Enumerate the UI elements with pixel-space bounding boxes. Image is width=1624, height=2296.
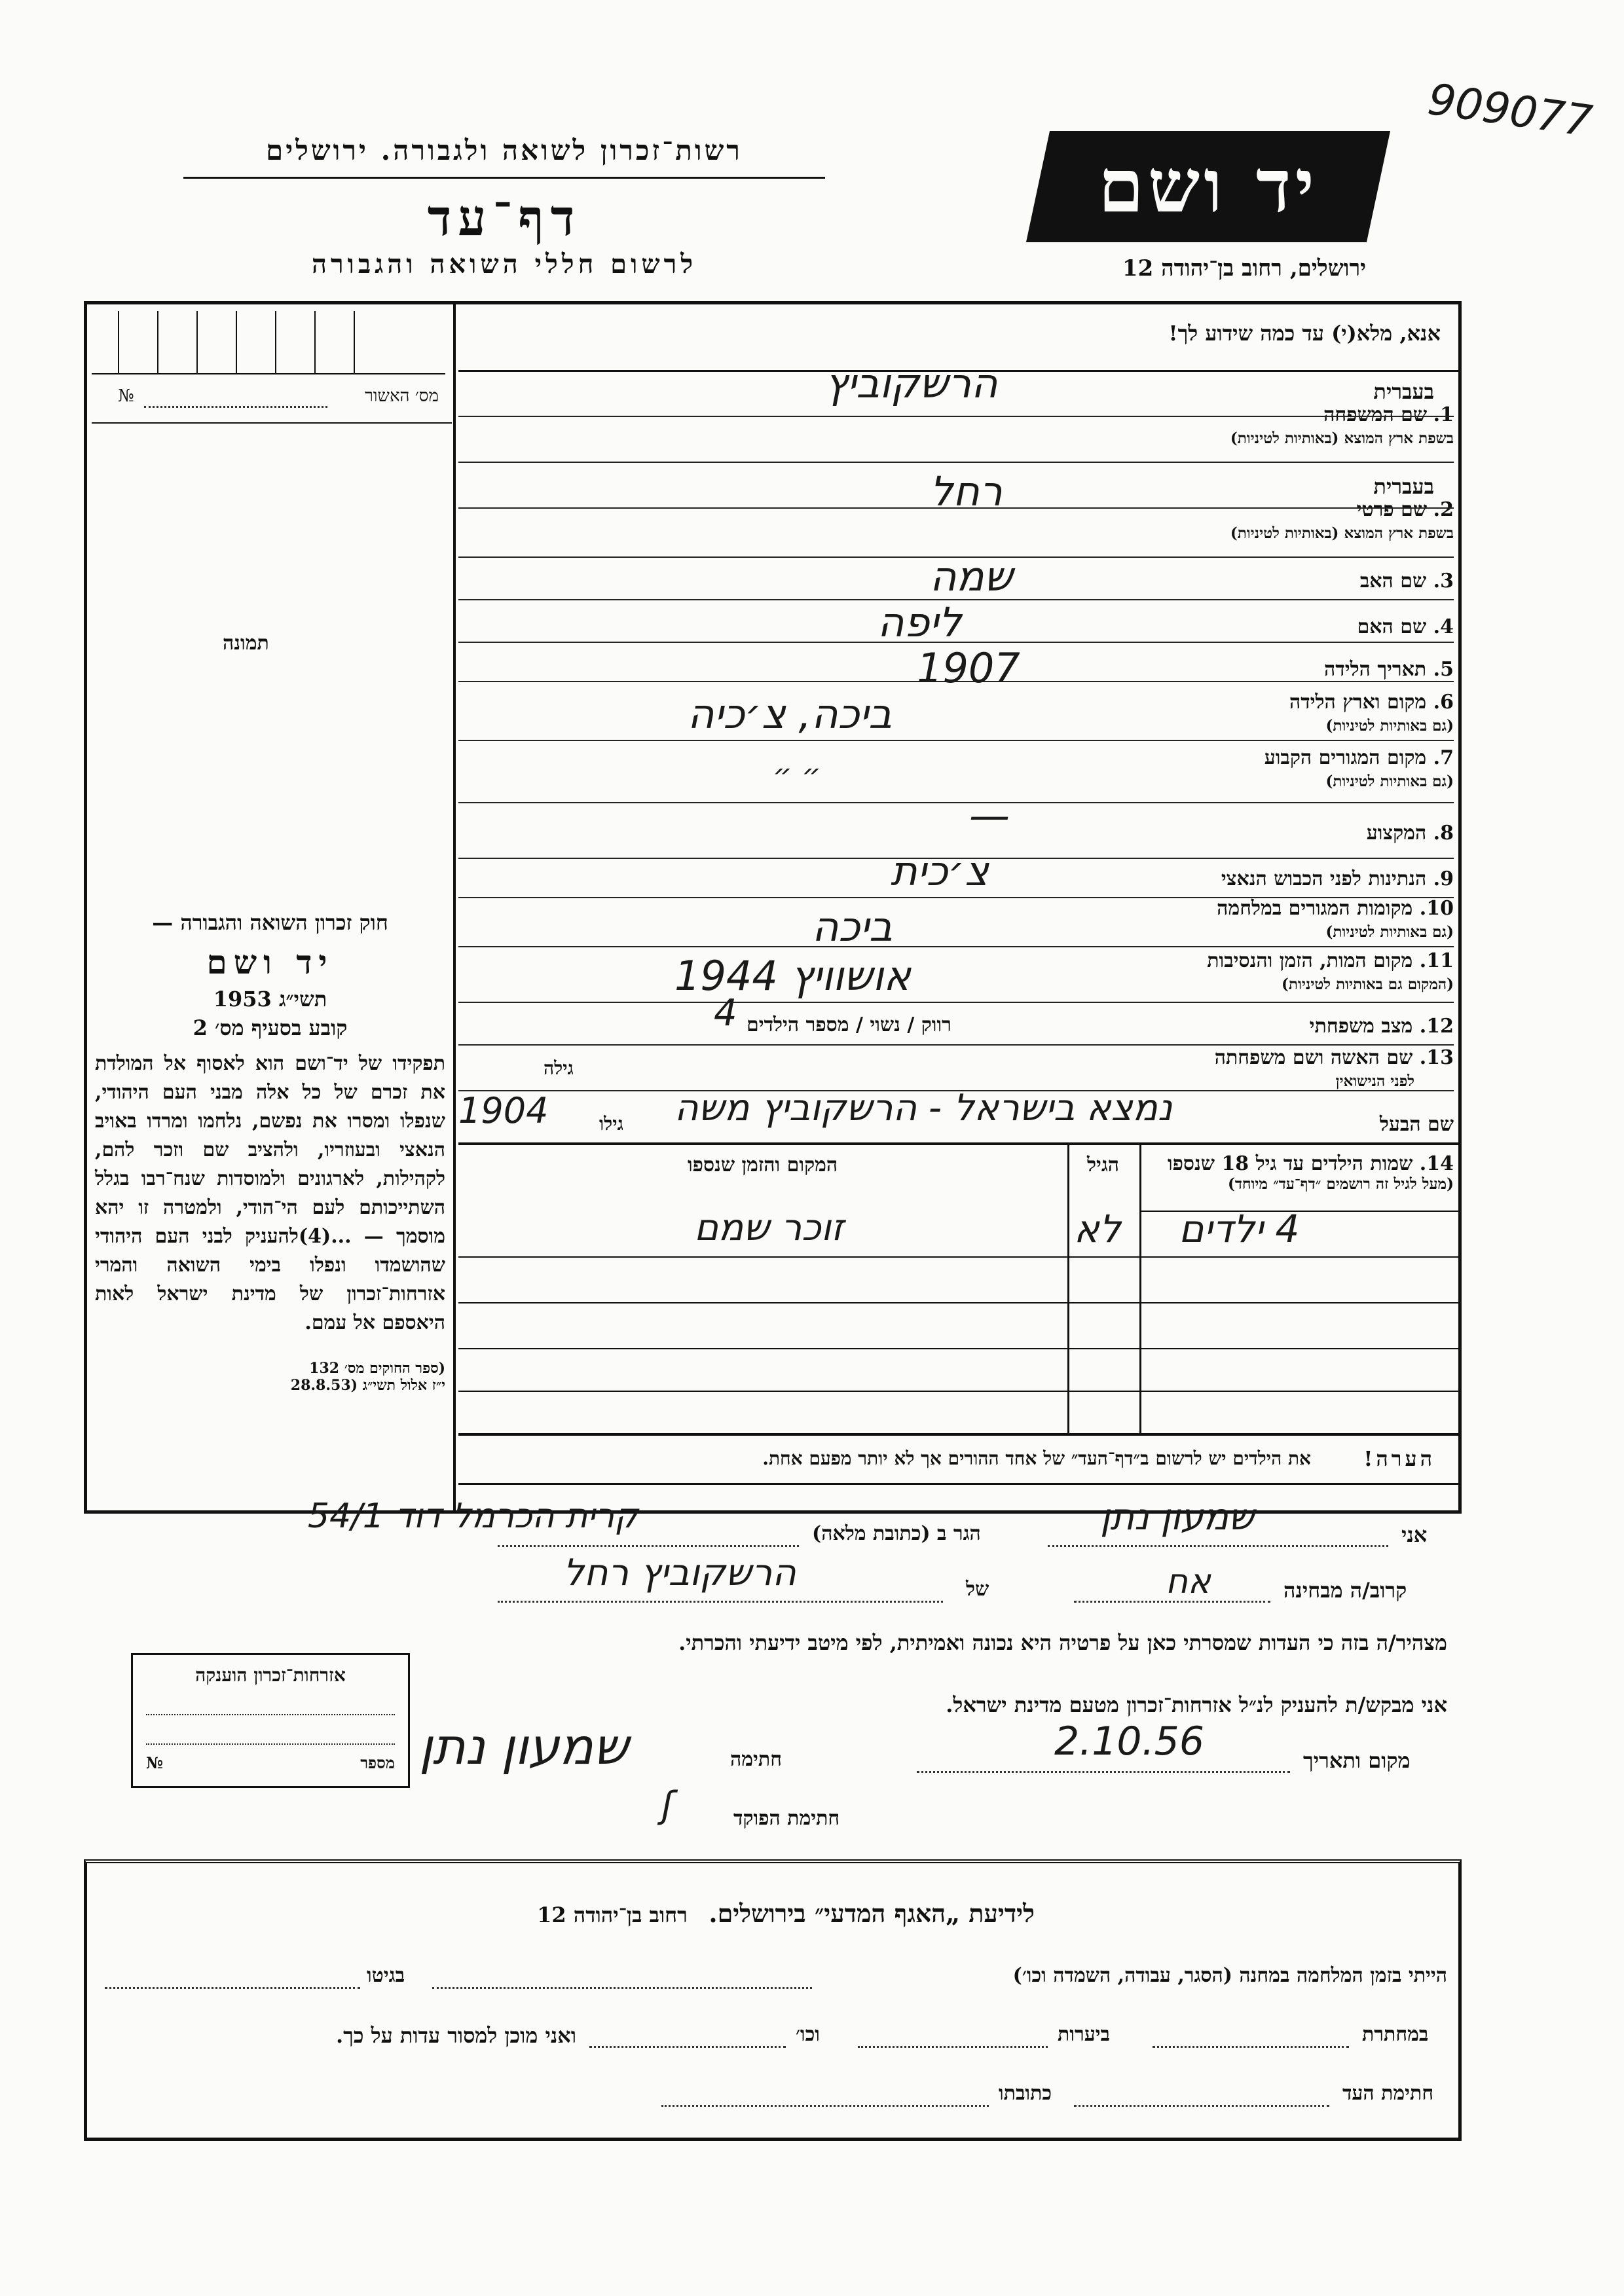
field-birth-date [1113, 658, 1454, 682]
field-citizenship [1113, 867, 1454, 891]
info-line3-fill1 [1074, 2105, 1329, 2107]
value-wartime-residence: ביכה [812, 903, 893, 951]
value-declarant-name: שמעון נתן [1100, 1496, 1255, 1539]
info-line3-fill2 [661, 2105, 989, 2107]
form-subtitle: לרשום חללי השואה והגבורה [311, 249, 697, 280]
field-12-num: 12. [1419, 1015, 1454, 1038]
form-title: דף־עד [427, 189, 581, 247]
field-2-sub: בשפת ארץ המוצא (באותיות לטיניות) [1230, 524, 1454, 542]
field-11-label: מקום המות, הזמן והנסיבות [1207, 949, 1413, 972]
field-wartime-residence [1113, 897, 1454, 944]
law-clause: קובע בסעיף מס׳ 2 [193, 1015, 348, 1040]
value-profession: — [969, 792, 1010, 839]
row-1b [458, 416, 1454, 463]
field-birth-place [1113, 691, 1454, 738]
value-residence: ״ ״ [773, 757, 821, 792]
field-5-label: תאריך הלידה [1324, 658, 1427, 681]
org-line: רשות־זכרון לשואה ולגבורה. ירושלים [266, 134, 743, 166]
field-12-label: מצב משפחתי [1309, 1015, 1413, 1038]
field-1-sub: בשפת ארץ המוצא (באותיות לטיניות) [1230, 429, 1454, 447]
declarant-name-line [1048, 1545, 1388, 1547]
officer-label: חתימת הפוקד [733, 1807, 840, 1830]
field-7-num: 7. [1433, 746, 1454, 769]
declarant-address-line [498, 1545, 799, 1547]
info-address: רחוב בן־יהודה 12 [537, 1903, 688, 1927]
value-first-name: רחל [930, 467, 1003, 515]
info-line2-fill2 [858, 2046, 1048, 2048]
law-body: תפקידו של יד־ושם הוא לאסוף אל המולדת את זכרם של כל אלה מבני העם היהודי, שנפלו ומסרו את נפשם, נלחמו ומרדו באויב הנאצי ובעוזריו, ולהציב שם וזכר להם, לקהילות, לארגונים ולמוסדות שנח־רבו בגלל השתייכותם לעם הי־הודי, ולמטרה זו יהא מוסמך — ...(4)להעניק לבני העם היהודי שהושמדו ונפלו בימי השואה והמרי אזרחות־זכרון של מדינת ישראל לאות היאספם אל עמם. [95, 1052, 445, 1334]
approval-rule [92, 422, 452, 424]
value-relation: אח [1166, 1562, 1211, 1601]
value-birth-date: 1907 [917, 644, 1020, 692]
info-line1-fill2 [105, 1987, 360, 1989]
signature-label: חתימה [730, 1748, 782, 1771]
value-signature: שמעון נתן [419, 1717, 629, 1776]
field-4-num: 4. [1433, 615, 1454, 638]
approval-number-label: מס׳ האשור [365, 386, 439, 406]
field-5-num: 5. [1433, 658, 1454, 681]
field-1-heb-label: בעברית [1373, 379, 1434, 404]
field-14-num: 14. [1419, 1152, 1454, 1175]
field-8-num: 8. [1433, 822, 1454, 845]
place-date-label: מקום ותאריך [1303, 1748, 1411, 1773]
field-6-num: 6. [1433, 691, 1454, 714]
law-source: (ספר החוקים מס׳ 132 [309, 1360, 445, 1377]
value-mother-name: ליפה [877, 598, 962, 646]
header-rule [183, 177, 825, 179]
field-mother-name [1113, 615, 1454, 639]
value-family-name: הרשקוביץ [825, 359, 998, 407]
note-text: את הילדים יש לרשום ב״דף־העד״ של אחד ההורים אך לא יותר מפעם אחת. [762, 1448, 1311, 1469]
law-source-date: י״ז אלול תשי״ג (28.8.53 [290, 1377, 445, 1394]
wife-age-label: גילה [544, 1057, 574, 1079]
value-of-name: הרשקוביץ רחל [563, 1552, 796, 1594]
info-line2-fill1 [1153, 2046, 1349, 2048]
header-address: ירושלים, רחוב בן־יהודה 12 [1122, 255, 1367, 282]
note-row [458, 1430, 1462, 1485]
memorial-title: אזרחות־זכרון הוענקה [195, 1664, 346, 1686]
field-marital-status [1113, 1015, 1454, 1038]
field-1-num: 1. [1433, 403, 1454, 426]
info-line2-b: ביערות [1058, 2023, 1111, 2046]
officer-mark: ʃ [661, 1784, 674, 1827]
info-line1-a: הייתי בזמן המלחמה במחנה (הסגר, עבודה, השמדה וכו׳) [1012, 1964, 1447, 1987]
info-line3-a: חתימת העד [1342, 2082, 1434, 2105]
law-title: חוק זכרון השואה והגבורה — [152, 910, 388, 935]
husband-label: שם הבעל [1379, 1113, 1454, 1136]
field-14-sub: (מעל לגיל זה רושמים ״דף־עד״ מיוחד) [1227, 1175, 1454, 1193]
info-line2-d: ואני מוכן למסור עדות על כך. [335, 2023, 576, 2048]
declarant-resides-label: הגר ב (כתובת מלאה) [812, 1522, 981, 1545]
approval-number-field [105, 386, 439, 412]
value-place-date: 2.10.56 [1054, 1719, 1205, 1764]
field-7-sub: (גם באותיות לטיניות) [1325, 773, 1454, 790]
field-father-name [1113, 570, 1454, 593]
field-10-sub: (גם באותיות לטיניות) [1325, 923, 1454, 941]
info-title [393, 1899, 1179, 1929]
field-4-label: שם האם [1357, 615, 1427, 638]
declarant-i-label: אני [1401, 1522, 1428, 1547]
value-children-names: 4 ילדים [1179, 1207, 1300, 1251]
value-father-name: שמה [930, 553, 1013, 600]
field-profession [1113, 822, 1454, 845]
field-3-num: 3. [1433, 570, 1454, 592]
value-death-place: אושוויץ 1944 [674, 952, 911, 1000]
field-6-label: מקום וארץ הלידה [1289, 691, 1427, 714]
field-14-label: שמות הילדים עד גיל 18 שנספו [1167, 1152, 1413, 1175]
memorial-citizenship-box [131, 1653, 410, 1788]
declaration-text: מצהיר/ה בזה כי העדות שמסרתי כאן על פרטיה היא נכונה ואמיתית, לפי מיטב ידיעתי והכרתי. [678, 1630, 1447, 1655]
field-2-num: 2. [1433, 498, 1454, 521]
value-declarant-address: קרית הכרמל דוד 54/1 [308, 1497, 639, 1536]
value-children-place: זוכר שמם [694, 1207, 844, 1249]
field-8-label: המקצוע [1366, 822, 1427, 845]
field-9-label: הנתינות לפני הכבוש הנאצי [1221, 867, 1427, 890]
tally-boxes [92, 311, 445, 374]
field-3-label: שם האב [1359, 570, 1427, 592]
field-13-sub: לפני הנישואין [1335, 1072, 1414, 1090]
marital-options: רווק / נשוי / מספר הילדים [747, 1013, 951, 1036]
children-col-place: המקום והזמן שנספו [688, 1154, 838, 1176]
request-text: אני מבקש/ת להעניק לנ״ל אזרחות־זכרון מטעם מדינת ישראל. [946, 1692, 1447, 1717]
info-line1-b: בגיטו [367, 1964, 405, 1987]
children-col-age: הגיל [1087, 1154, 1120, 1176]
memorial-number-mark: № [146, 1753, 164, 1772]
info-line2-a: במחתרת [1362, 2023, 1429, 2046]
of-name-line [498, 1601, 943, 1603]
note-label: הערה! [1363, 1446, 1435, 1471]
field-10-num: 10. [1419, 897, 1454, 920]
field-7-label: מקום המגורים הקבוע [1264, 746, 1427, 769]
memorial-number-label: מספר [360, 1753, 395, 1772]
info-line3-b: כתובתו [999, 2082, 1052, 2105]
husband-age-label: גילו [599, 1113, 623, 1135]
field-residence [1113, 746, 1454, 793]
info-line2-fill3 [589, 2046, 786, 2048]
law-box [95, 910, 445, 1499]
value-husband-age: 1904 [458, 1090, 549, 1131]
logo-text: יד ושם [1098, 143, 1319, 229]
place-date-line [917, 1771, 1290, 1773]
yad-vashem-logo [1026, 131, 1390, 242]
instruction-text: אנא, מלא(י) עד כמה שידוע לך! [1168, 321, 1441, 346]
field-10-label: מקומות המגורים במלחמה [1217, 897, 1413, 920]
field-9-num: 9. [1433, 867, 1454, 890]
field-13-label: שם האשה ושם משפחתה [1214, 1046, 1413, 1069]
approval-number-mark: № [118, 386, 134, 406]
field-2-heb-label: בעברית [1373, 474, 1434, 499]
field-11-sub: (המקום גם באותיות לטיניות) [1282, 975, 1454, 993]
field-death-place [1113, 949, 1454, 996]
value-husband-name: נמצא בישראל - הרשקוביץ משה [674, 1087, 1173, 1129]
law-name: יד ושם [206, 943, 334, 981]
law-year: תשי״ג 1953 [213, 987, 327, 1011]
field-2-label: שם פרטי [1356, 498, 1428, 521]
info-line2-c: וכו׳ [796, 2023, 820, 2046]
info-line1-fill [432, 1987, 812, 1989]
field-1-label: שם המשפחה [1323, 403, 1428, 426]
field-husband-name [1257, 1113, 1454, 1137]
archive-number: 909077 [1424, 73, 1596, 147]
field-13-num: 13. [1419, 1046, 1454, 1069]
info-title-text: לידיעת „האגף המדעי״ בירושלים. [709, 1899, 1035, 1928]
of-label: של [966, 1578, 989, 1601]
field-11-num: 11. [1419, 949, 1454, 972]
field-6-sub: (גם באותיות לטיניות) [1325, 717, 1454, 735]
photo-label: תמונה [223, 632, 269, 655]
value-citizenship: צ׳כית [891, 847, 989, 895]
relation-label: קרוב/ה מבחינה [1283, 1578, 1407, 1603]
value-children-age: לא [1074, 1207, 1121, 1251]
value-birth-place: ביכה, צ׳כיה [688, 690, 893, 738]
value-children-count: 4 [714, 992, 737, 1034]
